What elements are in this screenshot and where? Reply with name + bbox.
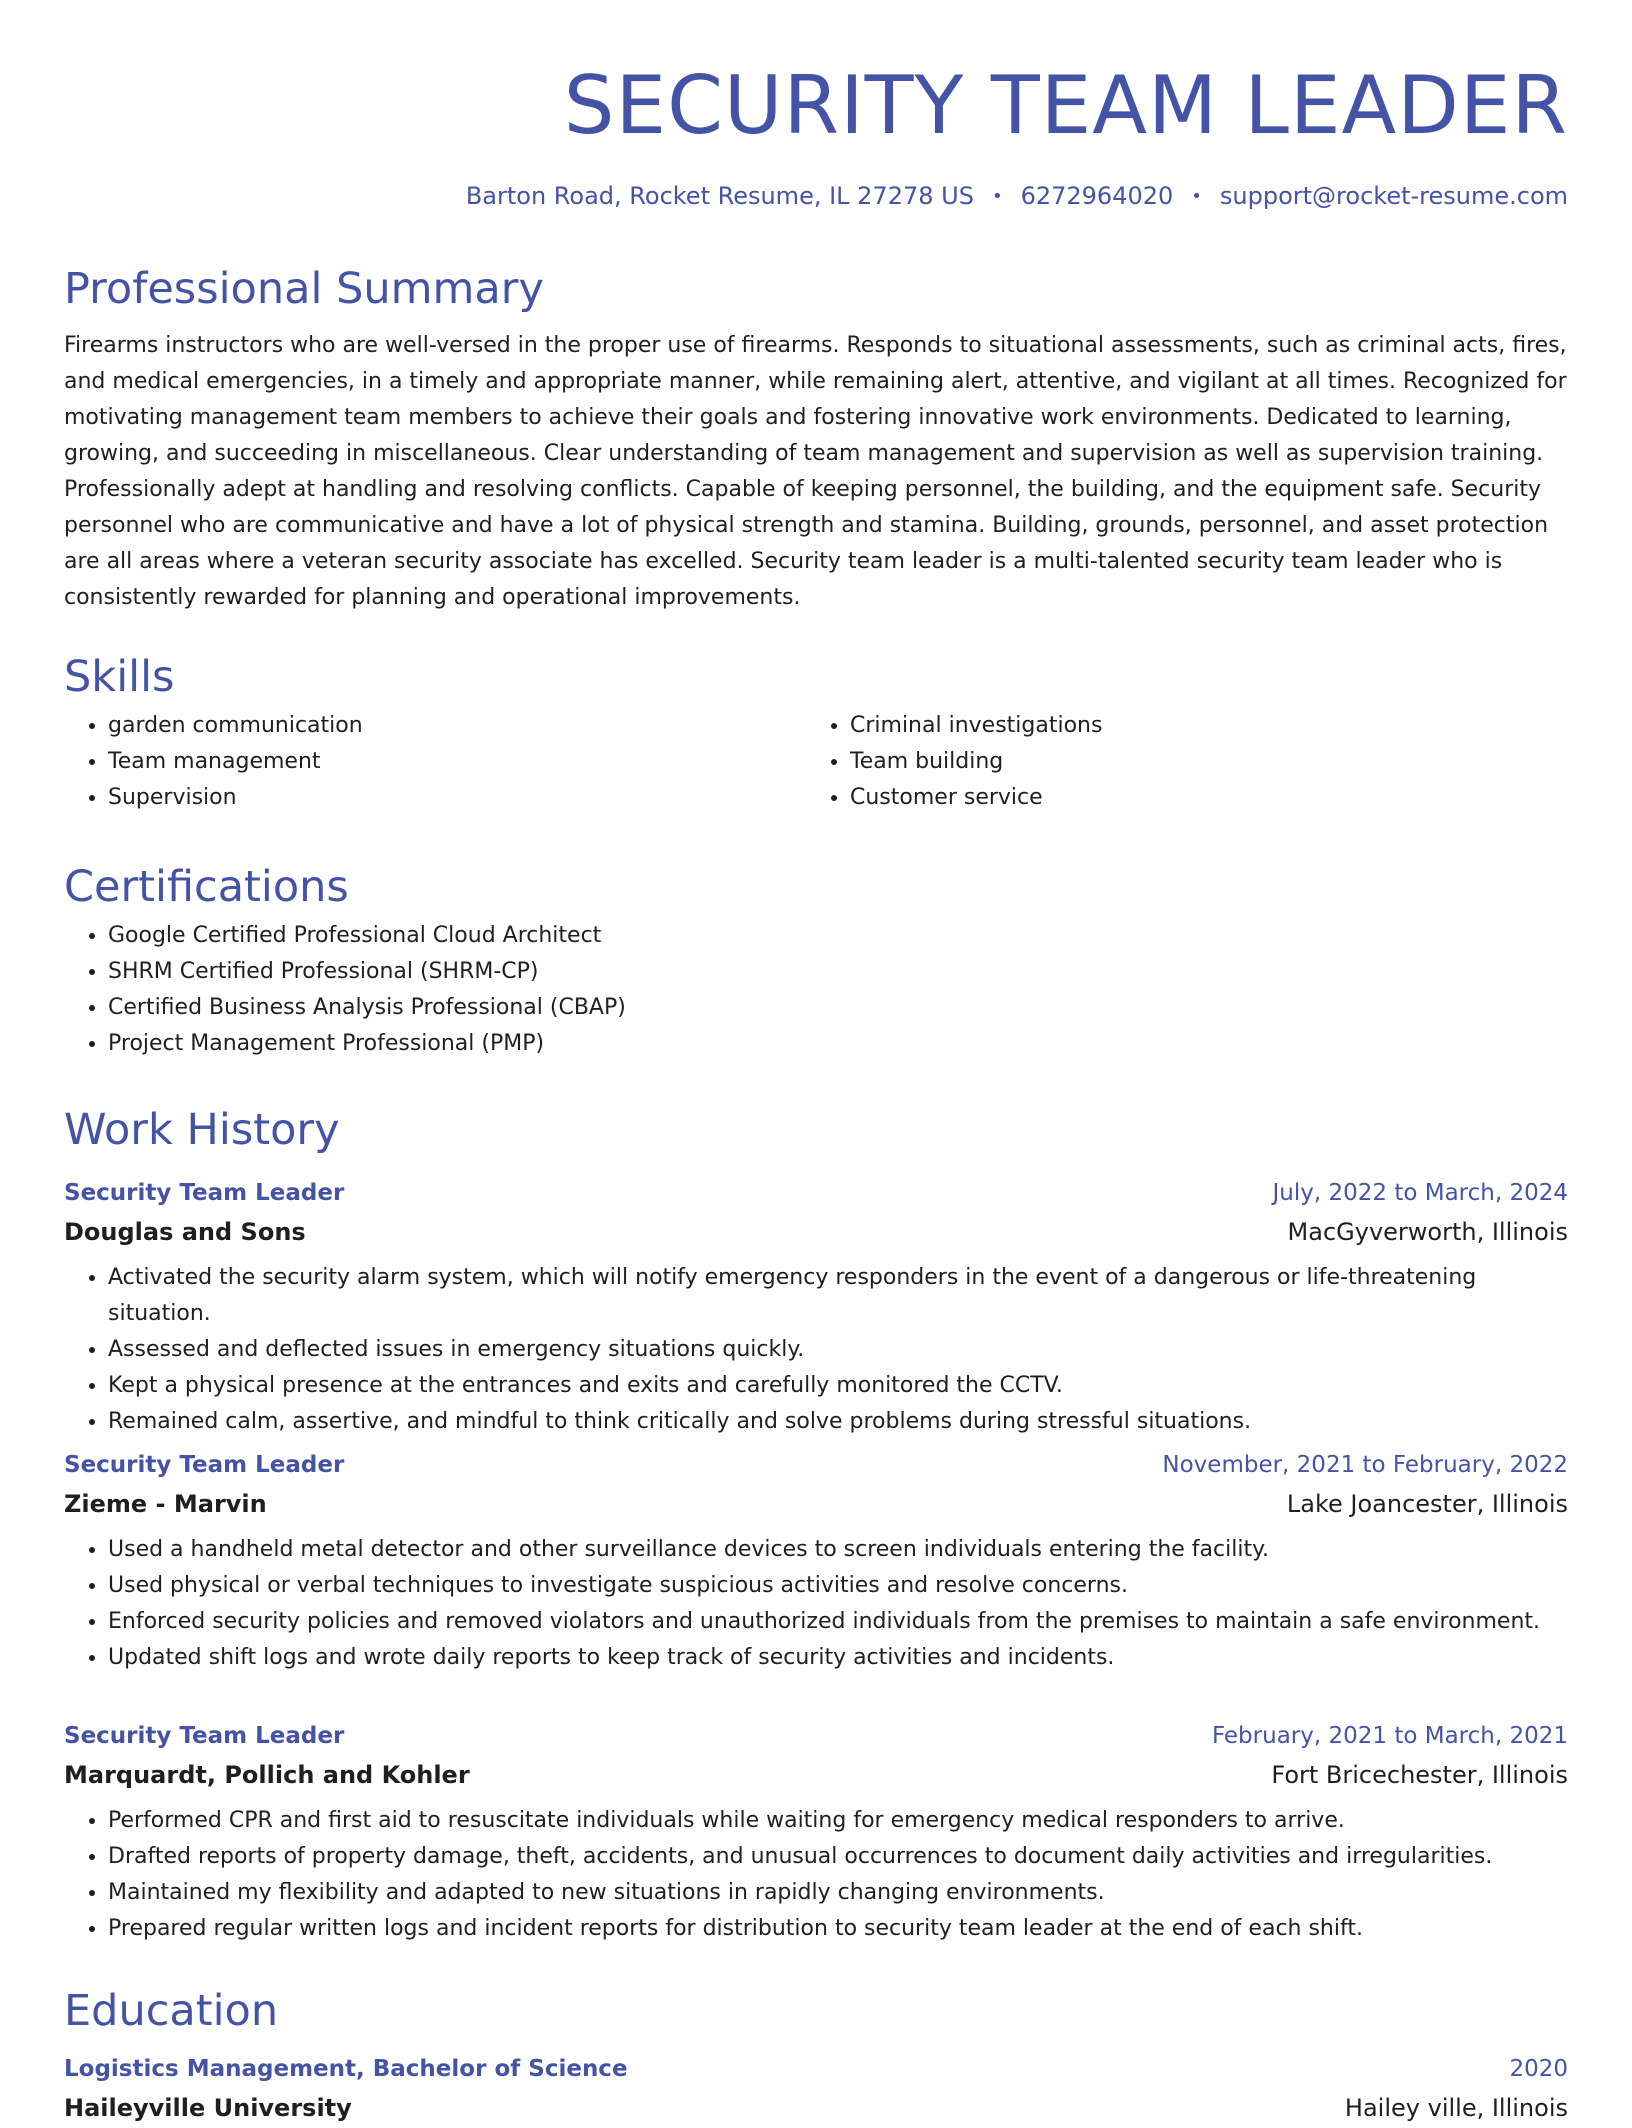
- skill-item: • Supervision: [108, 780, 806, 816]
- skill-item: • Customer service: [850, 780, 1548, 816]
- job-bullets: [64, 1532, 1568, 1676]
- job-entry: [64, 1717, 1568, 1947]
- job-location: Lake Joancester, Illinois: [1286, 1490, 1568, 1518]
- certification-item: • Certified Business Analysis Professional (CBAP): [108, 990, 1568, 1026]
- work-section: [64, 1105, 1568, 1155]
- skill-item: • Criminal investigations: [850, 708, 1548, 744]
- job-title: Security Team Leader: [64, 1180, 345, 1206]
- education-header: [64, 2050, 1568, 2088]
- job-bullet: • Updated shift logs and wrote daily reports to keep track of security activities and incidents.: [108, 1640, 1568, 1676]
- section-title-work: Work History: [64, 1105, 340, 1155]
- job-company: Marquardt, Pollich and Kohler: [64, 1761, 470, 1789]
- job-title: Security Team Leader: [64, 1723, 345, 1749]
- contact-phone[interactable]: 6272964020: [1020, 182, 1174, 210]
- job-dates: February, 2021 to March, 2021: [1211, 1723, 1568, 1749]
- skills-list-right: [806, 708, 1548, 816]
- contact-line: [466, 182, 1568, 210]
- job-bullet: • Enforced security policies and removed violators and unauthorized individuals from the premises to maintain a safe environment.: [108, 1604, 1568, 1640]
- skill-item: • Team building: [850, 744, 1548, 780]
- job-bullets: [64, 1260, 1568, 1440]
- contact-email[interactable]: support@rocket-resume.com: [1219, 182, 1568, 210]
- skills-section: [64, 652, 1568, 816]
- contact-address: Barton Road, Rocket Resume, IL 27278 US: [465, 182, 974, 210]
- job-bullet: • Activated the security alarm system, which will notify emergency responders in the event of a dangerous or life-threatening situation.: [108, 1260, 1568, 1332]
- skill-item: • garden communication: [108, 708, 806, 744]
- job-bullet: • Remained calm, assertive, and mindful to think critically and solve problems during stressful situations.: [108, 1404, 1568, 1440]
- job-header: [64, 1174, 1568, 1212]
- job-bullet: • Kept a physical presence at the entrances and exits and carefully monitored the CCTV.: [108, 1368, 1568, 1404]
- education-location: Hailey ville, Illinois: [1344, 2094, 1568, 2122]
- summary-section: [64, 264, 1568, 616]
- job-bullet: • Performed CPR and first aid to resuscitate individuals while waiting for emergency medical responders to arrive.: [108, 1803, 1568, 1839]
- job-subheader: [64, 1755, 1568, 1795]
- skills-grid: [64, 708, 1568, 816]
- contact-separator: •: [1191, 185, 1202, 207]
- certification-item: • SHRM Certified Professional (SHRM-CP): [108, 954, 1568, 990]
- job-location: MacGyverworth, Illinois: [1287, 1218, 1568, 1246]
- education-section: [64, 1986, 1568, 2128]
- resume-name: SECURITY TEAM LEADER: [563, 59, 1568, 152]
- certification-item: • Project Management Professional (PMP): [108, 1026, 1568, 1062]
- job-entry: [64, 1174, 1568, 1440]
- job-entry: [64, 1446, 1568, 1676]
- job-subheader: [64, 1212, 1568, 1252]
- section-title-education: Education: [64, 1986, 279, 2036]
- contact-separator: •: [991, 185, 1003, 207]
- skill-item: • Team management: [108, 744, 806, 780]
- job-bullet: • Maintained my flexibility and adapted to new situations in rapidly changing environments.: [108, 1875, 1568, 1911]
- education-school: Haileyville University: [64, 2094, 352, 2122]
- summary-text: Firearms instructors who are well-versed in the proper use of firearms. Responds to situational assessments, such as criminal acts, fires, and medical emergencies, in a timely and appropriate manner, while remaining alert, attentive, and vigilant at all times. Recognized for motivating management team members to achieve their goals and fostering innovative work environments. Dedicated to learning, growing, and succeeding in miscellaneous. Clear understanding of team management and supervision as well as supervision training. Professionally adept at handling and resolving conflicts. Capable of keeping personnel, the building, and the equipment safe. Security personnel who are communicative and have a lot of physical strength and stamina. Building, grounds, personnel, and asset protection are all areas where a veteran security associate has excelled. Security team leader is a multi-talented security team leader who is consistently rewarded for planning and operational improvements.: [64, 333, 1567, 610]
- section-title-summary: Professional Summary: [64, 264, 544, 314]
- job-header: [64, 1446, 1568, 1484]
- job-header: [64, 1717, 1568, 1755]
- job-location: Fort Bricechester, Illinois: [1271, 1761, 1568, 1789]
- job-company: Douglas and Sons: [64, 1218, 306, 1246]
- section-title-certifications: Certifications: [64, 862, 349, 912]
- job-title: Security Team Leader: [64, 1452, 345, 1478]
- job-bullet: • Used physical or verbal techniques to investigate suspicious activities and resolve concerns.: [108, 1568, 1568, 1604]
- job-company: Zieme - Marvin: [64, 1490, 267, 1518]
- education-subheader: [64, 2088, 1568, 2128]
- education-year: 2020: [1509, 2056, 1568, 2082]
- job-dates: November, 2021 to February, 2022: [1162, 1452, 1568, 1478]
- job-bullet: • Used a handheld metal detector and other surveillance devices to screen individuals entering the facility.: [108, 1532, 1568, 1568]
- job-bullet: • Drafted reports of property damage, theft, accidents, and unusual occurrences to document daily activities and irregularities.: [108, 1839, 1568, 1875]
- job-subheader: [64, 1484, 1568, 1524]
- job-bullet: • Prepared regular written logs and incident reports for distribution to security team leader at the end of each shift.: [108, 1911, 1568, 1947]
- job-bullet: • Assessed and deflected issues in emergency situations quickly.: [108, 1332, 1568, 1368]
- certifications-section: [64, 862, 1568, 1062]
- education-degree: Logistics Management, Bachelor of Science: [64, 2056, 628, 2082]
- certifications-list: [64, 918, 1568, 1062]
- certification-item: • Google Certified Professional Cloud Architect: [108, 918, 1568, 954]
- job-dates: July, 2022 to March, 2024: [1272, 1180, 1568, 1206]
- section-title-skills: Skills: [64, 652, 175, 702]
- job-bullets: [64, 1803, 1568, 1947]
- skills-list-left: [64, 708, 806, 816]
